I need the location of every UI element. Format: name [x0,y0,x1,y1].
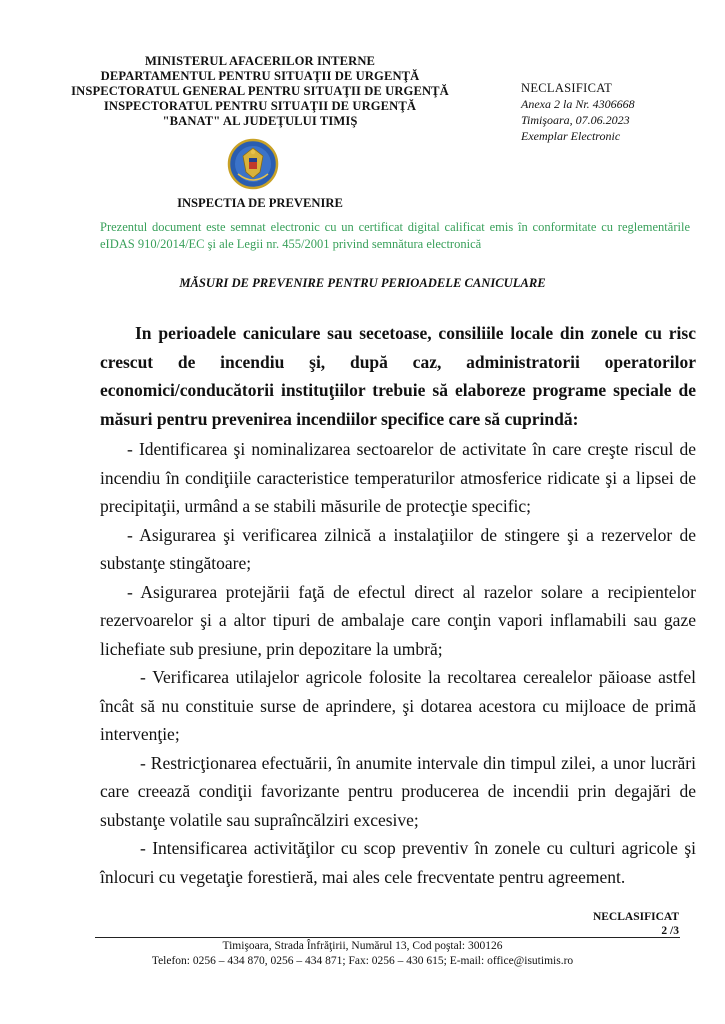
footer-contact [0,939,725,969]
intro-paragraph: In perioadele caniculare sau secetoase, consiliile locale din zonele cu risc crescut de incendiu şi, după caz, administratorii operatorilor economici/conducătorii instituţiilor trebuie să elaboreze programe speciale de măsuri pentru prevenirea incendiilor specifice care să cuprindă: [100,323,696,429]
footer-phone-email: Telefon: 0256 – 434 870, 0256 – 434 871; Fax: 0256 – 430 615; E-mail: office@isutimis.ro [151,955,574,967]
document-info [521,80,635,144]
annex-reference: Anexa 2 la Nr. 4306668 [521,97,635,111]
measure-item: - Restricţionarea efectuării, în anumite intervale din timpul zilei, a unor lucrări care creează condiţii favorizante pentru producerea de incendii prin degajări de substanţe volatile sau supraîncălziri excesive; [100,752,696,830]
footer-classification-label: NECLASIFICAT [592,911,679,923]
header-line: INSPECTORATUL GENERAL PENTRU SITUAŢII DE URGENŢĂ [71,84,449,98]
header-line: "BANAT" AL JUDEŢULUI TIMIŞ [162,114,358,128]
measure-item: - Verificarea utilajelor agricole folosite la recoltarea cerealelor păioase astfel încât să nu constituie surse de aprindere, şi dotarea acestora cu mijloace de primă intervenţie; [100,667,696,744]
measure-item: - Asigurarea protejării faţă de efectul direct al razelor solare a recipientelor rezervoarelor şi a altor tipuri de ambalaje care conţin vapori inflamabili sau gaze lichefiate sub presiune, prin depozitare la umbră; [100,581,696,659]
header-line: DEPARTAMENTUL PENTRU SITUAŢII DE URGENŢĂ [100,69,420,83]
emergency-services-emblem-icon [226,138,280,190]
classification-label: NECLASIFICAT [521,81,613,95]
header-line: MINISTERUL AFACERILOR INTERNE [144,54,376,68]
measure-item: - Asigurarea şi verificarea zilnică a instalaţiilor de stingere şi a rezervelor de substanţe stingătoare; [100,524,696,573]
place-date: Timişoara, 07.06.2023 [521,113,630,127]
document-body [100,319,696,891]
copy-type: Exemplar Electronic [521,129,621,143]
document-title: MĂSURI DE PREVENIRE PENTRU PERIOADELE CANICULARE [179,276,546,290]
page-number: 2 /3 [661,925,679,937]
measure-item: - Identificarea şi nominalizarea sectoarelor de activitate în care creşte riscul de incendiu în condiţiile caracteristice temperaturilor atmosferice ridicate şi a lipsei de precipitaţii, urmând a se stabili măsurile de protecţie specific; [100,439,696,516]
footer-divider [95,937,680,938]
electronic-signature-notice: Prezentul document este semnat electronic cu un certificat digital calificat emis în conformitate cu reglementările eIDAS 910/2014/EC şi ale Legii nr. 455/2001 privind semnătura electronică [100,220,690,251]
footer-address: Timişoara, Strada Înfrăţirii, Numărul 13, Cod poştal: 300126 [222,940,503,952]
department-name: INSPECTIA DE PREVENIRE [177,196,343,210]
measure-item: - Intensificarea activităţilor cu scop preventiv în zonele cu culturi agricole şi înlocuri cu vegetaţie forestieră, mai ales cele frecventate pentru agreement. [100,838,696,887]
footer-classification [593,910,679,938]
institution-header [40,54,480,129]
header-line: INSPECTORATUL PENTRU SITUAŢII DE URGENŢĂ [103,99,417,113]
